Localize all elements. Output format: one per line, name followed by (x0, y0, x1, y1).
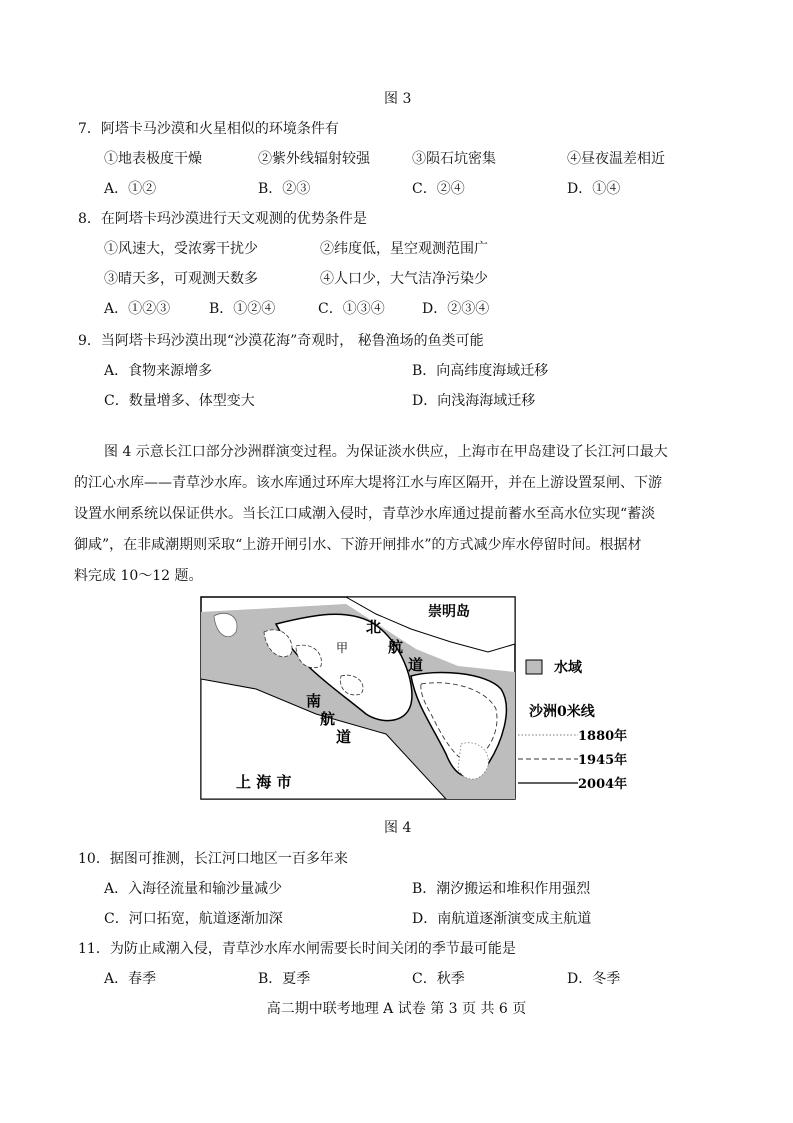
material-line: 御咸”，在非咸潮期则采取“上游开闸引水、下游开闸排水”的方式减少库水停留时间。根据材 (74, 537, 642, 553)
question-11-stem: 11．为防止咸潮入侵，青草沙水库水闸需要长时间关闭的季节最可能是 (78, 941, 516, 957)
north-channel-label: 航 (388, 638, 404, 656)
chongming-label: 崇明岛 (428, 604, 470, 620)
q8-item-2: ②纬度低，星空观测范围广 (320, 241, 488, 257)
north-channel-label: 北 (366, 618, 382, 636)
figure-4-caption: 图 4 (384, 820, 412, 836)
q11-option-c[interactable]: C．秋季 (412, 971, 465, 987)
material-line: 设置水闸系统以保证供水。当长江口咸潮入侵时，青草沙水库通过提前蓄水至高水位实现“蓄淡 (74, 506, 656, 522)
q7-item-2: ②紫外线辐射较强 (258, 151, 370, 167)
q8-option-a[interactable]: A．①②③ (104, 301, 171, 317)
material-line: 图 4 示意长江口部分沙洲群演变过程。为保证淡水供应，上海市在甲岛建设了长江河口最大 (104, 444, 668, 460)
q8-item-4: ④人口少，大气洁净污染少 (320, 271, 488, 287)
q10-option-a[interactable]: A．入海径流量和输沙量减少 (104, 881, 283, 897)
q8-option-d[interactable]: D．②③④ (422, 301, 490, 317)
page-footer: 高二期中联考地理 A 试卷 第 3 页 共 6 页 (266, 1001, 527, 1017)
q8-option-b[interactable]: B．①②④ (209, 301, 276, 317)
q7-option-b[interactable]: B．②③ (258, 181, 311, 197)
q10-option-d[interactable]: D．南航道逐渐演变成主航道 (412, 911, 592, 927)
legend-water-swatch (526, 660, 542, 674)
legend-2004-label: 2004年 (578, 777, 628, 792)
q9-option-d[interactable]: D．向浅海海域迁移 (412, 393, 536, 409)
q10-option-b[interactable]: B．潮汐搬运和堆积作用强烈 (412, 881, 591, 897)
q7-item-4: ④昼夜温差相近 (567, 151, 665, 167)
south-channel-label: 南 (306, 692, 322, 710)
q9-option-c[interactable]: C．数量增多、体型变大 (104, 393, 255, 409)
q7-option-a[interactable]: A．①② (104, 181, 157, 197)
jia-label: 甲 (336, 641, 349, 655)
figure-4-map (196, 594, 636, 804)
shanghai-label: 上 海 市 (236, 773, 292, 791)
q10-option-c[interactable]: C．河口拓宽，航道逐渐加深 (104, 911, 283, 927)
legend-1945-label: 1945年 (578, 753, 628, 768)
q7-item-1: ①地表极度干燥 (104, 151, 202, 167)
south-channel-label: 航 (320, 710, 336, 728)
north-channel-label: 道 (408, 656, 424, 674)
q7-option-d[interactable]: D．①④ (567, 181, 621, 197)
legend-water-label: 水域 (554, 660, 582, 676)
question-9-stem: 9．当阿塔卡玛沙漠出现“沙漠花海”奇观时， 秘鲁渔场的鱼类可能 (78, 333, 484, 349)
q8-item-1: ①风速大，受浓雾干扰少 (104, 241, 258, 257)
q7-item-3: ③陨石坑密集 (412, 151, 496, 167)
question-10-stem: 10．据图可推测，长江河口地区一百多年来 (78, 851, 348, 867)
q11-option-b[interactable]: B．夏季 (258, 971, 311, 987)
south-channel-label: 道 (336, 728, 352, 746)
q9-option-a[interactable]: A．食物来源增多 (104, 363, 213, 379)
question-8-stem: 8．在阿塔卡玛沙漠进行天文观测的优势条件是 (78, 211, 367, 227)
figure-3-caption: 图 3 (384, 91, 412, 107)
legend-1880-label: 1880年 (578, 729, 628, 744)
material-line: 的江心水库——青草沙水库。该水库通过环库大堤将江水与库区隔开，并在上游设置泵闸、下游 (74, 475, 662, 491)
q8-item-3: ③晴天多，可观测天数多 (104, 271, 258, 287)
q7-option-c[interactable]: C．②④ (412, 181, 465, 197)
q8-option-c[interactable]: C．①③④ (318, 301, 385, 317)
question-7-stem: 7．阿塔卡马沙漠和火星相似的环境条件有 (78, 121, 339, 137)
q9-option-b[interactable]: B．向高纬度海域迁移 (412, 363, 549, 379)
material-paragraph (74, 437, 724, 592)
q11-option-a[interactable]: A．春季 (104, 971, 157, 987)
legend-title: 沙洲0米线 (529, 704, 595, 720)
q11-option-d[interactable]: D．冬季 (567, 971, 621, 987)
material-line: 料完成 10～12 题。 (74, 568, 203, 584)
